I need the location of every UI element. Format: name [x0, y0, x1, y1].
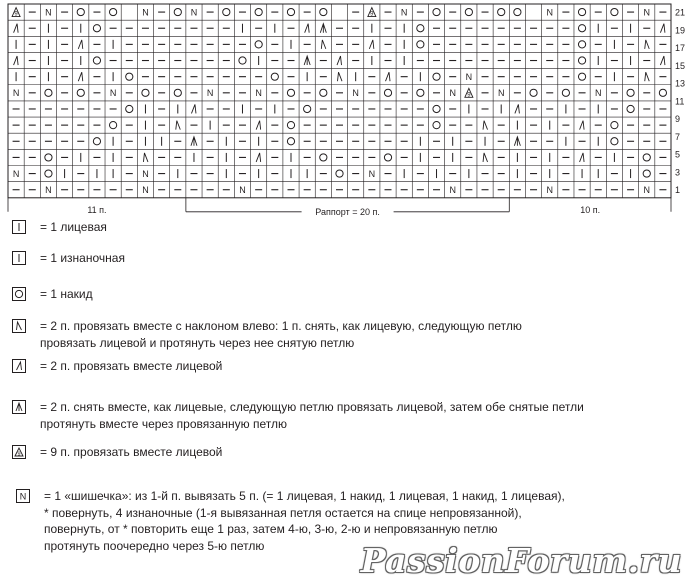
svg-text:N: N	[368, 168, 376, 179]
watermark: PassionForum.ru	[360, 541, 682, 580]
legend-line: = 9 п. провязать вместе лицевой	[40, 445, 223, 459]
svg-text:N: N	[352, 88, 359, 99]
legend-description	[40, 286, 93, 303]
row-number: 11	[675, 96, 685, 107]
legend-description	[40, 358, 222, 375]
svg-text:9: 9	[467, 92, 471, 99]
legend-line: = 1 изнаночная	[40, 251, 125, 265]
legend-line: * повернуть, 4 изнаночные (1-я вывязанная петля остается на спице непровязанной),	[44, 505, 522, 520]
svg-text:N: N	[465, 71, 473, 82]
row-number: 17	[675, 43, 686, 54]
legend-description	[40, 444, 222, 461]
svg-text:N: N	[142, 185, 149, 196]
svg-text:N: N	[109, 88, 117, 99]
svg-text:N: N	[19, 491, 27, 502]
svg-text:N: N	[190, 7, 198, 18]
row-number: 3	[675, 167, 681, 178]
knitting-chart	[0, 0, 690, 217]
bobble-icon	[16, 489, 30, 503]
legend-line: = 2 п. провязать вместе с наклоном влево: 1 п. снять, как лицевую, следующую петлю	[40, 319, 522, 333]
yarn-over-icon	[12, 287, 26, 301]
legend-description	[40, 250, 125, 267]
repeat-label: Раппорт = 20 п.	[315, 206, 380, 217]
knit-icon	[12, 220, 26, 234]
legend-line: протянуть вместе через провязанную петлю	[40, 416, 288, 431]
svg-text:N: N	[594, 88, 602, 99]
row-number: 5	[675, 149, 681, 160]
svg-text:N: N	[255, 88, 262, 99]
row-number: 13	[675, 78, 686, 89]
k9tog-icon	[12, 445, 26, 459]
bobble-stitch	[643, 7, 650, 17]
svg-text:N: N	[45, 185, 52, 196]
svg-text:N: N	[643, 7, 650, 18]
legend-line: = 1 лицевая	[40, 220, 107, 234]
svg-text:N: N	[449, 185, 456, 196]
bobble-stitch	[643, 185, 650, 195]
left-stitch-label: 11 п.	[87, 204, 107, 215]
legend-line: протянуть поочередно через 5-ю петлю	[44, 538, 265, 553]
svg-text:N: N	[643, 185, 650, 196]
bobble-stitch	[369, 169, 376, 179]
bobble-stitch	[142, 169, 149, 179]
bobble-stitch	[110, 88, 117, 98]
svg-text:9: 9	[14, 11, 18, 18]
svg-text:N: N	[449, 88, 456, 99]
bobble-stitch	[449, 185, 456, 195]
bobble-stitch	[401, 7, 408, 17]
row-number: 1	[675, 185, 681, 196]
row-number: 21	[675, 7, 686, 18]
bobble-stitch	[45, 185, 52, 195]
bobble-stitch	[595, 88, 602, 98]
svg-text:N: N	[12, 88, 20, 99]
legend-description	[40, 318, 522, 351]
bobble-stitch	[255, 88, 262, 98]
legend-line: = 1 накид	[40, 287, 93, 301]
svg-text:9: 9	[17, 451, 21, 458]
bobble-stitch	[498, 88, 505, 98]
svg-text:N: N	[546, 185, 553, 196]
legend-line: повернуть, от * повторить еще 1 раз, затем 4-ю, 3-ю, 2-ю и непровязанную петлю	[44, 522, 498, 536]
bobble-stitch	[352, 88, 359, 98]
bobble-stitch	[546, 185, 553, 195]
bobble-stitch	[45, 7, 52, 17]
svg-text:N: N	[142, 168, 149, 179]
bobble-stitch	[546, 7, 553, 17]
row-number: 15	[675, 60, 686, 71]
svg-text:N: N	[45, 7, 52, 18]
k2tog-icon	[12, 359, 26, 373]
cdd-icon	[12, 400, 26, 414]
row-number: 7	[675, 131, 681, 142]
right-stitch-label: 10 п.	[580, 204, 601, 215]
purl-icon	[12, 251, 26, 265]
svg-text:N: N	[239, 185, 246, 196]
row-number: 9	[675, 114, 681, 125]
row-number: 19	[675, 25, 686, 36]
bobble-stitch	[466, 72, 473, 82]
legend-line: = 2 п. провязать вместе лицевой	[40, 359, 223, 373]
legend-line: = 2 п. снять вместе, как лицевые, следующую петлю провязать лицевой, затем обе снятые петли	[40, 400, 584, 414]
bobble-stitch	[142, 7, 149, 17]
bobble-stitch	[239, 185, 246, 195]
svg-text:N: N	[206, 88, 214, 99]
bobble-stitch	[142, 185, 149, 195]
svg-text:N: N	[400, 7, 408, 18]
legend-description	[40, 219, 107, 236]
bobble-stitch	[449, 88, 456, 98]
svg-text:N: N	[497, 88, 505, 99]
bobble-stitch	[207, 88, 214, 98]
ssk-icon	[12, 319, 26, 333]
bobble-stitch	[13, 169, 20, 179]
legend-line: = 1 «шишечка»: из 1-й п. вывязать 5 п. (= 1 лицевая, 1 накид, 1 лицевая, 1 накид, 1 лицевая),	[44, 489, 565, 503]
bobble-stitch	[191, 7, 198, 17]
svg-text:N: N	[142, 7, 149, 18]
svg-text:9: 9	[370, 11, 374, 18]
legend-description	[40, 399, 584, 432]
svg-text:N: N	[546, 7, 553, 18]
svg-text:N: N	[12, 168, 20, 179]
bobble-stitch	[13, 88, 20, 98]
legend-line: провязать лицевой и протянуть через нее снятую петлю	[40, 335, 355, 350]
